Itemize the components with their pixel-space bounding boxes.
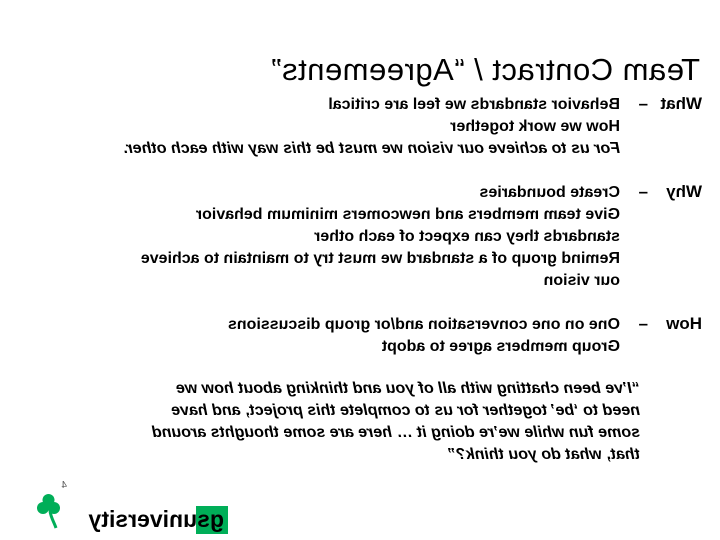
- trefoil-icon: [37, 494, 60, 528]
- how-lines: [228, 314, 620, 358]
- how-label: How: [666, 314, 702, 333]
- what-lines: [123, 94, 620, 160]
- what-line-2: How we work together: [450, 118, 620, 135]
- logo-brand-text: gsuniversity: [88, 506, 224, 532]
- why-line-1: Create boundaries: [479, 184, 620, 201]
- what-line-1: Behavior standards we feel are critical: [328, 96, 620, 113]
- slide-title: Team Contract / “Agreements”: [270, 52, 700, 87]
- how-dash: –: [638, 314, 648, 333]
- what-dash: –: [638, 94, 648, 113]
- quote-line-3: some fun while we’re doing it … here are some thoughts around: [151, 424, 640, 441]
- why-line-3: standards they can expect of each other: [314, 228, 620, 245]
- why-label: Why: [666, 182, 702, 201]
- what-line-3: For us to achieve our vision we must be this way with each other.: [122, 140, 620, 157]
- what-label: What: [660, 94, 702, 113]
- quote-line-1: “I’ve been chatting with all of you and thinking about how we: [175, 380, 640, 397]
- why-line-4: Remind group of a standard we must try to maintain to achieve: [140, 250, 620, 267]
- quote-line-2: need to ‘be’ together for us to complete this project, and have: [171, 402, 640, 419]
- quote-block: [152, 378, 640, 466]
- why-line-5: our vision: [543, 272, 620, 289]
- how-line-1: One on one conversation and/or group discussions: [227, 316, 620, 333]
- how-line-2: Group members agree to adopt: [381, 338, 620, 355]
- why-lines: [141, 182, 620, 292]
- why-line-2: Give team members and newcomers minimum behavior: [195, 206, 620, 223]
- page-number: 4: [61, 480, 67, 491]
- gsuniversity-logo: [28, 494, 228, 534]
- quote-line-4: that, what do you think?”: [448, 446, 640, 463]
- why-dash: –: [638, 182, 648, 201]
